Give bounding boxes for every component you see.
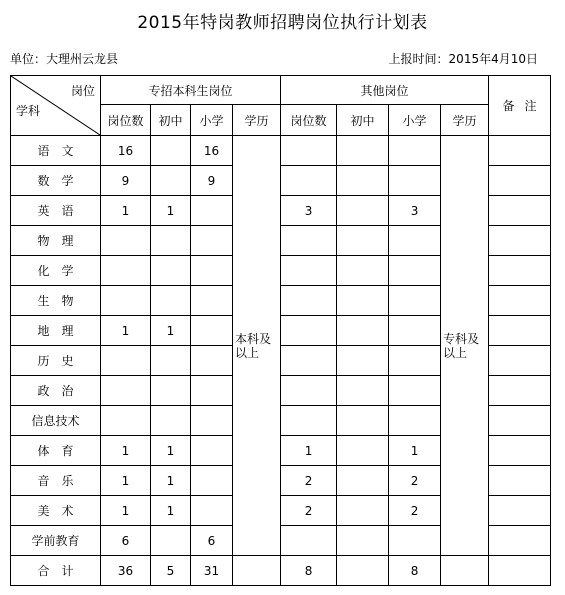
- undergrad-primary-cell: [191, 256, 233, 286]
- other-middle-cell: [337, 406, 389, 436]
- undergrad-education-cell: [233, 556, 281, 586]
- undergrad-primary-cell: [191, 226, 233, 256]
- undergrad-primary-cell: 6: [191, 526, 233, 556]
- other-education-cell: 专科及以上: [441, 136, 489, 556]
- undergrad-middle-cell: 1: [151, 496, 191, 526]
- subheader-cell: 学历: [233, 105, 281, 136]
- other-primary-cell: [389, 136, 441, 166]
- other-primary-cell: [389, 256, 441, 286]
- undergrad-middle-cell: [151, 406, 191, 436]
- undergrad-count-cell: 1: [101, 496, 151, 526]
- other-middle-cell: [337, 466, 389, 496]
- undergrad-middle-cell: [151, 526, 191, 556]
- undergrad-count-cell: [101, 256, 151, 286]
- other-primary-cell: 2: [389, 496, 441, 526]
- subheader-cell: 小学: [389, 105, 441, 136]
- other-middle-cell: [337, 316, 389, 346]
- undergrad-middle-cell: 1: [151, 466, 191, 496]
- undergrad-primary-cell: [191, 316, 233, 346]
- undergrad-education-cell: 本科及以上: [233, 136, 281, 556]
- undergrad-middle-cell: [151, 286, 191, 316]
- other-primary-cell: 2: [389, 466, 441, 496]
- remark-cell: [489, 556, 551, 586]
- undergrad-middle-cell: [151, 136, 191, 166]
- other-count-cell: 8: [281, 556, 337, 586]
- other-middle-cell: [337, 496, 389, 526]
- subheader-cell: 小学: [191, 105, 233, 136]
- undergrad-middle-cell: 5: [151, 556, 191, 586]
- undergrad-middle-cell: 1: [151, 316, 191, 346]
- undergrad-count-cell: 9: [101, 166, 151, 196]
- other-count-cell: [281, 346, 337, 376]
- undergrad-primary-cell: [191, 376, 233, 406]
- other-count-cell: [281, 526, 337, 556]
- undergrad-primary-cell: [191, 496, 233, 526]
- remark-cell: [489, 406, 551, 436]
- other-middle-cell: [337, 226, 389, 256]
- undergrad-middle-cell: [151, 376, 191, 406]
- table-row: [11, 556, 551, 586]
- other-primary-cell: 3: [389, 196, 441, 226]
- undergrad-middle-cell: [151, 226, 191, 256]
- undergrad-primary-cell: 9: [191, 166, 233, 196]
- header-subject-label: 学科: [16, 104, 41, 118]
- undergrad-count-cell: 16: [101, 136, 151, 166]
- document-title: 2015年特岗教师招聘岗位执行计划表: [137, 13, 428, 33]
- other-primary-cell: 8: [389, 556, 441, 586]
- other-middle-cell: [337, 556, 389, 586]
- subheader-cell: 初中: [337, 105, 389, 136]
- undergrad-middle-cell: [151, 346, 191, 376]
- other-count-cell: [281, 406, 337, 436]
- subheader-cell: 初中: [151, 105, 191, 136]
- other-middle-cell: [337, 136, 389, 166]
- subject-cell: 音乐: [11, 466, 101, 496]
- subject-cell: 学前教育: [11, 526, 101, 556]
- other-count-cell: 2: [281, 466, 337, 496]
- subject-cell: 信息技术: [11, 406, 101, 436]
- other-primary-cell: 1: [389, 436, 441, 466]
- other-primary-cell: [389, 376, 441, 406]
- undergrad-count-cell: 1: [101, 436, 151, 466]
- remark-cell: [489, 346, 551, 376]
- header-post-label: 岗位: [70, 84, 95, 98]
- subject-cell: 地理: [11, 316, 101, 346]
- subject-cell: 政治: [11, 376, 101, 406]
- other-primary-cell: [389, 346, 441, 376]
- other-primary-cell: [389, 226, 441, 256]
- subheader-cell: 学历: [441, 105, 489, 136]
- other-middle-cell: [337, 286, 389, 316]
- other-count-cell: [281, 376, 337, 406]
- remark-cell: [489, 136, 551, 166]
- subheader-cell: 岗位数: [281, 105, 337, 136]
- subject-cell: 数学: [11, 166, 101, 196]
- subject-cell: 合计: [11, 556, 101, 586]
- subject-cell: 化学: [11, 256, 101, 286]
- other-middle-cell: [337, 436, 389, 466]
- undergrad-primary-cell: 31: [191, 556, 233, 586]
- subject-cell: 历史: [11, 346, 101, 376]
- diagonal-header-cell: [11, 76, 101, 136]
- other-middle-cell: [337, 256, 389, 286]
- undergrad-middle-cell: [151, 166, 191, 196]
- subject-cell: 美术: [11, 496, 101, 526]
- table-row: [11, 136, 551, 166]
- undergrad-count-cell: [101, 346, 151, 376]
- undergrad-middle-cell: [151, 256, 191, 286]
- undergrad-count-cell: [101, 406, 151, 436]
- other-count-cell: 2: [281, 496, 337, 526]
- remark-cell: [489, 496, 551, 526]
- other-middle-cell: [337, 196, 389, 226]
- other-primary-cell: [389, 406, 441, 436]
- subject-cell: 英语: [11, 196, 101, 226]
- other-count-cell: [281, 136, 337, 166]
- remark-cell: [489, 226, 551, 256]
- other-middle-cell: [337, 346, 389, 376]
- undergrad-count-cell: 6: [101, 526, 151, 556]
- plan-table: [10, 75, 551, 586]
- other-primary-cell: [389, 166, 441, 196]
- other-primary-cell: [389, 316, 441, 346]
- undergrad-primary-cell: [191, 406, 233, 436]
- remark-cell: [489, 286, 551, 316]
- remark-cell: [489, 466, 551, 496]
- undergrad-middle-cell: 1: [151, 196, 191, 226]
- undergrad-primary-cell: [191, 466, 233, 496]
- subject-cell: 体育: [11, 436, 101, 466]
- subheader-cell: 岗位数: [101, 105, 151, 136]
- other-count-cell: 3: [281, 196, 337, 226]
- remark-cell: [489, 526, 551, 556]
- remark-cell: [489, 376, 551, 406]
- undergrad-count-cell: 1: [101, 196, 151, 226]
- subject-cell: 语文: [11, 136, 101, 166]
- undergrad-count-cell: [101, 226, 151, 256]
- undergrad-primary-cell: [191, 286, 233, 316]
- group-header-undergrad: 专招本科生岗位: [101, 76, 281, 105]
- remark-header: 备注: [489, 76, 551, 136]
- subject-cell: 物理: [11, 226, 101, 256]
- undergrad-count-cell: 1: [101, 316, 151, 346]
- undergrad-count-cell: [101, 286, 151, 316]
- undergrad-primary-cell: [191, 436, 233, 466]
- subject-cell: 生物: [11, 286, 101, 316]
- other-count-cell: [281, 316, 337, 346]
- undergrad-primary-cell: [191, 346, 233, 376]
- other-count-cell: [281, 166, 337, 196]
- remark-cell: [489, 436, 551, 466]
- other-education-cell: [441, 556, 489, 586]
- other-middle-cell: [337, 166, 389, 196]
- remark-cell: [489, 166, 551, 196]
- other-count-cell: 1: [281, 436, 337, 466]
- other-primary-cell: [389, 526, 441, 556]
- undergrad-middle-cell: 1: [151, 436, 191, 466]
- group-header-other: 其他岗位: [281, 76, 489, 105]
- undergrad-primary-cell: [191, 196, 233, 226]
- other-count-cell: [281, 286, 337, 316]
- undergrad-primary-cell: 16: [191, 136, 233, 166]
- remark-cell: [489, 316, 551, 346]
- other-middle-cell: [337, 376, 389, 406]
- other-count-cell: [281, 226, 337, 256]
- other-primary-cell: [389, 286, 441, 316]
- undergrad-count-cell: 36: [101, 556, 151, 586]
- unit-label: 单位：大理州云龙县: [10, 52, 119, 66]
- other-middle-cell: [337, 526, 389, 556]
- report-time-label: 上报时间：2015年4月10日: [388, 52, 538, 66]
- remark-cell: [489, 256, 551, 286]
- undergrad-count-cell: [101, 376, 151, 406]
- other-count-cell: [281, 256, 337, 286]
- undergrad-count-cell: 1: [101, 466, 151, 496]
- remark-cell: [489, 196, 551, 226]
